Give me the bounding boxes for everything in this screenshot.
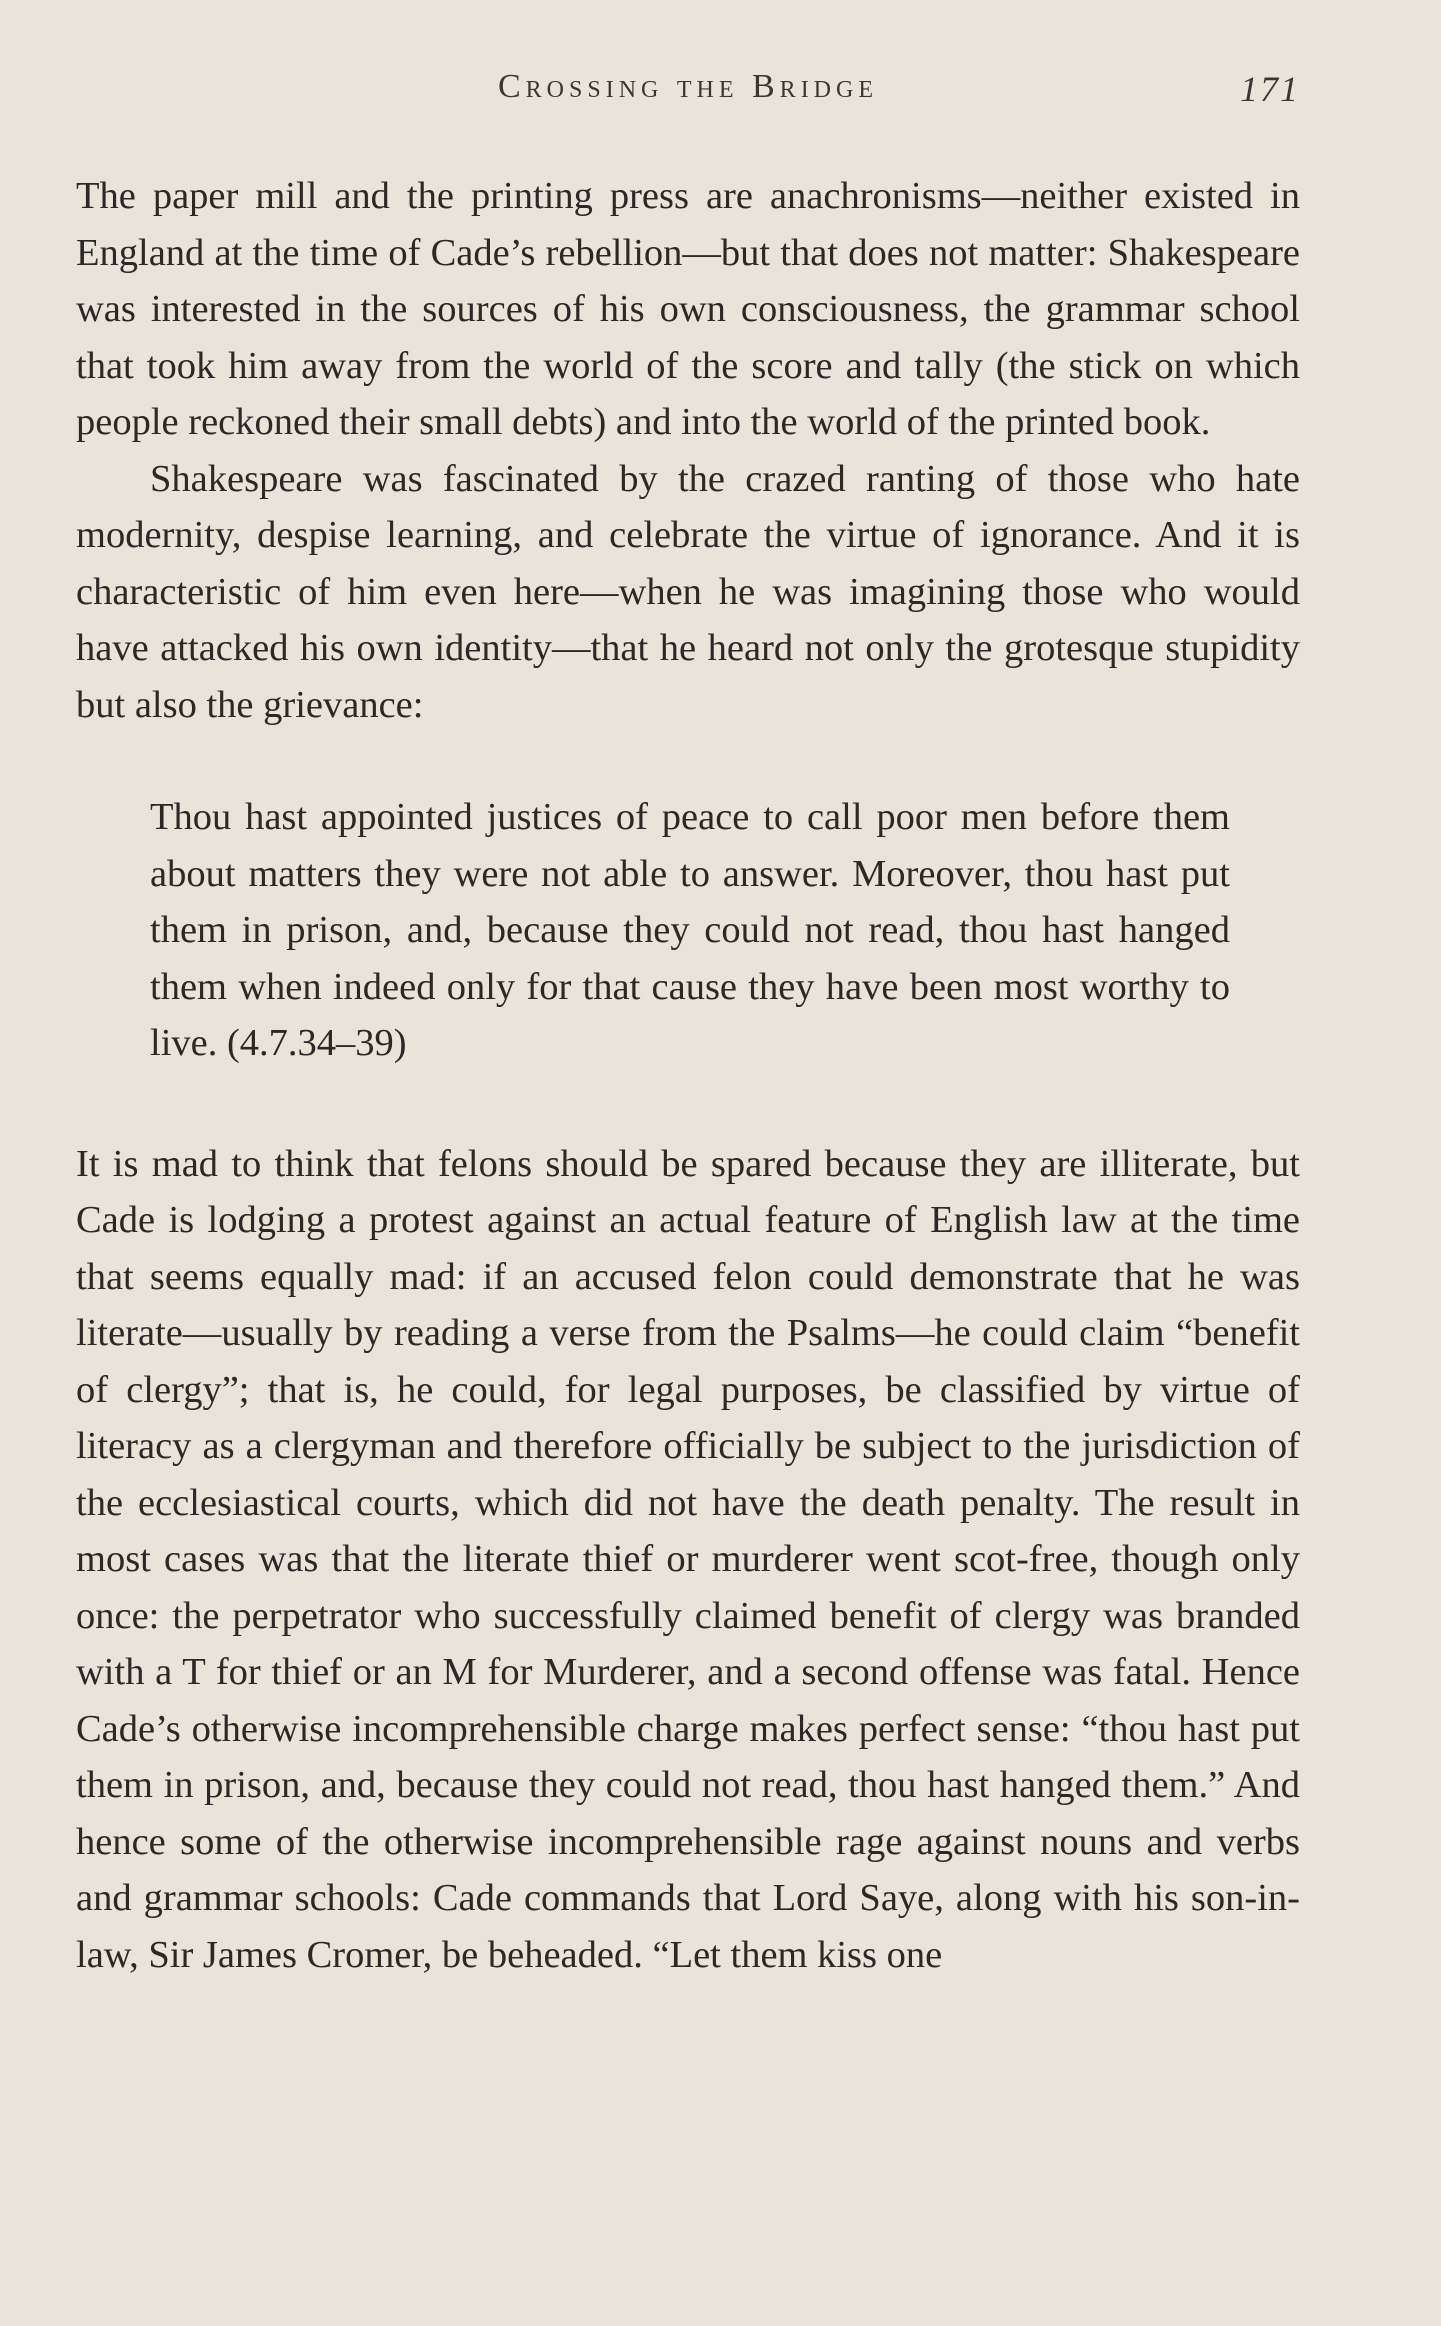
running-title: Crossing the Bridge (497, 68, 879, 105)
running-head (76, 68, 1300, 118)
paragraph-3: It is mad to think that felons should be spared because they are illiterate, but Cade is lodging a protest against an actual feature of English law at the time that seems equally mad: if an accused felon could demonstrate that he was literate—usually by reading a verse from the Psalms—he could claim “benefit of clergy”; that is, he could, for legal purposes, be classified by virtue of literacy as a clergyman and therefore officially be subject to the jurisdiction of the ecclesiastical courts, which did not have the death penalty. The result in most cases was that the literate thief or murderer went scot-free, though only once: the perpetrator who successfully claimed benefit of clergy was branded with a T for thief or an M for Murderer, and a second offense was fatal. Hence Cade’s otherwise incomprehensible charge makes perfect sense: “thou hast put them in prison, and, because they could not read, thou hast hanged them.” And hence some of the otherwise incomprehensible rage against nouns and verbs and grammar schools: Cade commands that Lord Saye, along with his son-in-law, Sir James Cromer, be beheaded. “Let them kiss one (76, 1142, 1300, 1976)
body-text (76, 168, 1300, 1983)
paragraph-1: The paper mill and the printing press are anachronisms—neither existed in England at the time of Cade’s rebellion—but that does not matter: Shakespeare was interested in the sources of his own consciousness, the grammar school that took him away from the world of the score and tally (the stick on which people reckoned their small debts) and into the world of the printed book. (76, 175, 1300, 443)
page-number: 171 (1240, 69, 1300, 109)
paragraph-2: Shakespeare was fascinated by the crazed ranting of those who hate modernity, despise learning, and celebrate the virtue of ignorance. And it is characteristic of him even here—when he was imagining those who would have attacked his own identity—that he heard not only the grotesque stupidity but also the grievance: (76, 457, 1300, 726)
block-quote: Thou hast appointed justices of peace to call poor men before them about matters they were not able to answer. Moreover, thou hast put them in prison, and, because they could not read, thou hast hanged them when indeed only for that cause they have been most worthy to live. (4.7.34–39) (150, 796, 1230, 1064)
